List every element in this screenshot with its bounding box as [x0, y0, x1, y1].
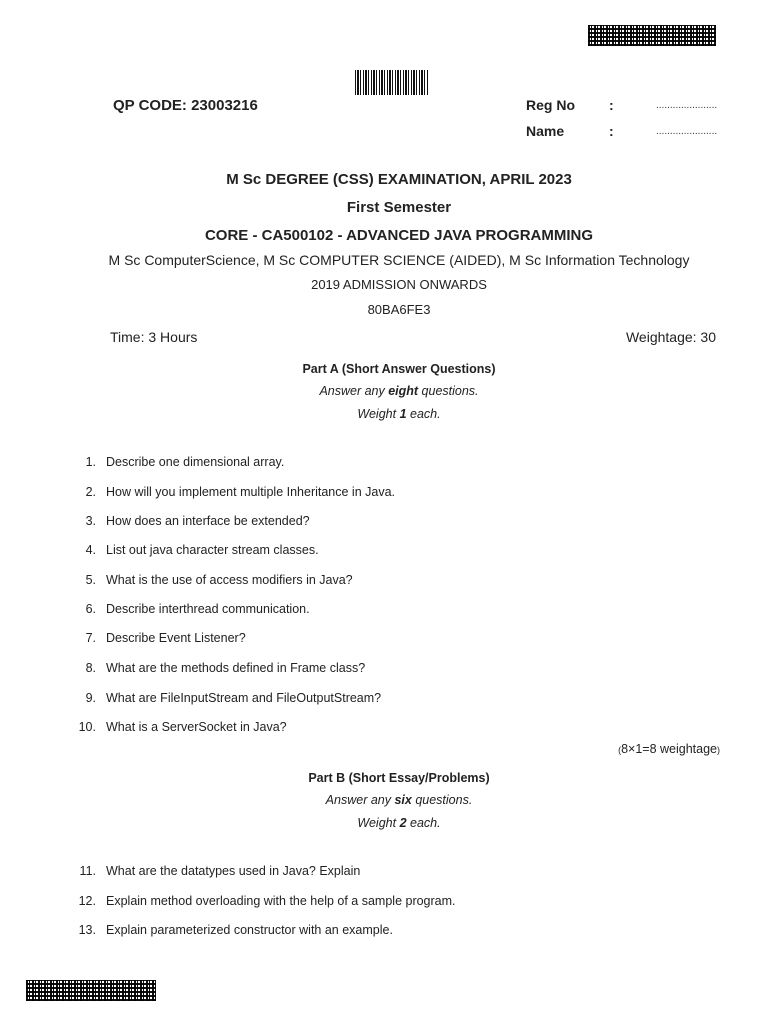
question-item: 3. How does an interface be extended? [85, 514, 310, 528]
top-right-barcode [588, 25, 716, 46]
part-a-weight: Weight 1 each. [357, 407, 441, 421]
reg-no-blank: ...................... [656, 100, 718, 111]
question-item: 7. Describe Event Listener? [85, 631, 246, 645]
question-item: 5. What is the use of access modifiers in Java? [85, 572, 353, 587]
question-item: 9. What are FileInputStream and FileOutputStream? [85, 690, 382, 705]
part-b-weight: Weight 2 each. [357, 816, 441, 830]
exam-title: M Sc DEGREE (CSS) EXAMINATION, APRIL 2023 [226, 171, 572, 188]
question-item: 13. Explain parameterized constructor with an example. [78, 923, 393, 937]
question-item: 8. What are the methods defined in Frame class? [85, 661, 366, 675]
part-a-title: Part A (Short Answer Questions) [302, 362, 496, 376]
reg-no-colon: : [609, 97, 614, 113]
name-colon: : [609, 123, 614, 139]
name-label: Name [526, 123, 565, 139]
part-b-title: Part B (Short Essay/Problems) [308, 771, 490, 785]
name-blank: ...................... [656, 126, 718, 137]
question-item: 10. What is a ServerSocket in Java? [78, 720, 287, 734]
exam-time: Time: 3 Hours [110, 329, 198, 345]
paper-code: 80BA6FE3 [367, 302, 431, 317]
part-a-weightage-note: (8×1=8 weightage) [618, 742, 720, 756]
part-b-instruction: Answer any six questions. [325, 793, 473, 807]
exam-weightage: Weightage: 30 [625, 329, 716, 345]
admission: 2019 ADMISSION ONWARDS [311, 277, 487, 292]
question-item: 2. How will you implement multiple Inheritance in Java. [85, 484, 396, 499]
question-item: 12. Explain method overloading with the help of a sample program. [78, 893, 456, 908]
part-a-instruction: Answer any eight questions. [319, 384, 479, 398]
bottom-left-barcode [26, 980, 156, 1001]
question-item: 6. Describe interthread communication. [85, 602, 310, 616]
qp-code: QP CODE: 23003216 [113, 97, 258, 114]
center-barcode [355, 70, 428, 95]
programs: M Sc ComputerScience, M Sc COMPUTER SCIENCE (AIDED), M Sc Information Technology [108, 252, 690, 268]
reg-no-label: Reg No [526, 97, 575, 113]
question-item: 1. Describe one dimensional array. [85, 455, 285, 469]
question-item: 11. What are the datatypes used in Java? Explain [79, 864, 361, 878]
semester: First Semester [346, 199, 452, 216]
question-item: 4. List out java character stream classes. [85, 543, 319, 557]
course-title: CORE - CA500102 - ADVANCED JAVA PROGRAMMING [204, 227, 594, 244]
